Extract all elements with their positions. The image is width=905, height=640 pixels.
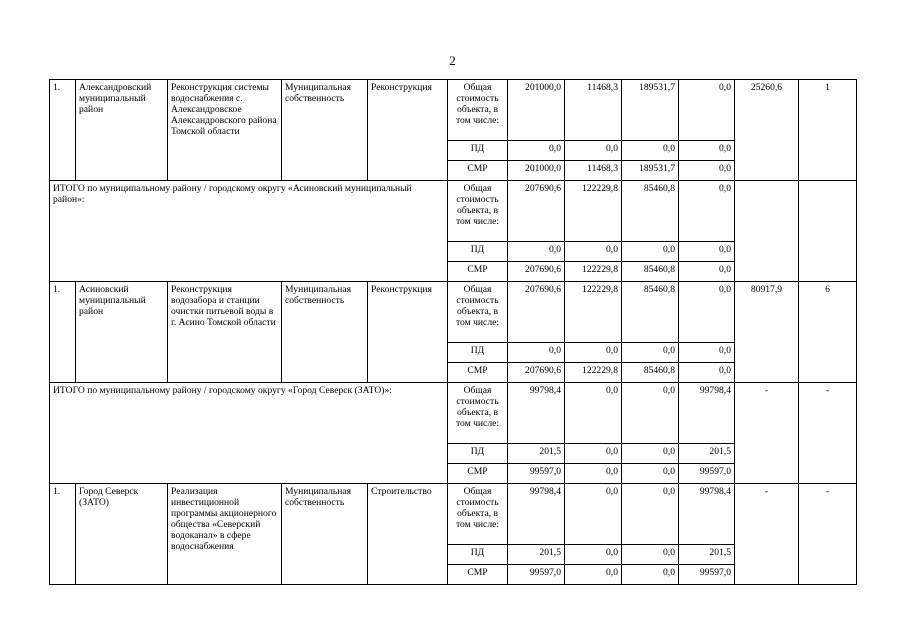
value-cell: 0,0 (622, 444, 679, 464)
pd-label: ПД (448, 141, 508, 161)
value-cell: 0,0 (508, 242, 565, 262)
value-cell: 207690,6 (508, 181, 565, 242)
value-cell: 11468,3 (565, 161, 622, 181)
value-cell: 0,0 (679, 80, 735, 141)
value-cell: 99798,4 (679, 383, 735, 444)
value-cell: 207690,6 (508, 262, 565, 282)
value-cell: 201,5 (679, 545, 735, 565)
total-label: Общая стоимость объекта, в том числе: (448, 80, 508, 141)
value-cell: 85460,8 (622, 181, 679, 242)
table-row (50, 484, 857, 545)
value-cell: 0,0 (565, 444, 622, 464)
value-cell: 189531,7 (622, 80, 679, 141)
value-cell: 99597,0 (679, 464, 735, 484)
row-number: 1. (50, 282, 76, 383)
value-cell: 201,5 (508, 545, 565, 565)
extra-value-cell: 80917,9 (735, 282, 799, 383)
value-cell: 201,5 (508, 444, 565, 464)
municipality-cell: Александровский муниципальный район (76, 80, 168, 181)
value-cell: 0,0 (679, 262, 735, 282)
extra-value-cell: - (735, 383, 799, 484)
pd-label: ПД (448, 242, 508, 262)
extra-count-cell: 1 (799, 80, 857, 181)
value-cell: 99597,0 (679, 565, 735, 585)
row-number: 1. (50, 484, 76, 585)
smr-label: СМР (448, 363, 508, 383)
total-label: Общая стоимость объекта, в том числе: (448, 383, 508, 444)
objects-table (49, 79, 857, 585)
row-number: 1. (50, 80, 76, 181)
work-type-cell: Реконструкция (368, 282, 448, 383)
value-cell: 0,0 (565, 343, 622, 363)
table-row (50, 282, 857, 343)
value-cell: 0,0 (565, 242, 622, 262)
ownership-cell: Муниципальная собственность (282, 282, 368, 383)
value-cell: 122229,8 (565, 363, 622, 383)
value-cell: 0,0 (622, 464, 679, 484)
pd-label: ПД (448, 343, 508, 363)
object-name-cell: Реализация инвестиционной программы акционерного общества «Северский водоканал» в сфере водоснабжения (168, 484, 282, 585)
value-cell: 201000,0 (508, 161, 565, 181)
extra-count-cell: - (799, 484, 857, 585)
pd-label: ПД (448, 444, 508, 464)
total-label: Общая стоимость объекта, в том числе: (448, 282, 508, 343)
value-cell: 0,0 (679, 181, 735, 242)
value-cell: 0,0 (622, 383, 679, 444)
value-cell: 99597,0 (508, 464, 565, 484)
page-number: 2 (449, 53, 456, 68)
value-cell: 0,0 (679, 242, 735, 262)
value-cell: 99798,4 (508, 484, 565, 545)
itog-title: ИТОГО по муниципальному району / городскому округу «Город Северск (ЗАТО)»: (50, 383, 448, 484)
smr-label: СМР (448, 565, 508, 585)
pd-label: ПД (448, 545, 508, 565)
value-cell: 99798,4 (508, 383, 565, 444)
ownership-cell: Муниципальная собственность (282, 484, 368, 585)
extra-value-cell (735, 181, 799, 282)
value-cell: 0,0 (565, 383, 622, 444)
value-cell: 0,0 (622, 565, 679, 585)
extra-value-cell: - (735, 484, 799, 585)
table-row (50, 383, 857, 444)
value-cell: 122229,8 (565, 181, 622, 242)
value-cell: 0,0 (508, 141, 565, 161)
value-cell: 0,0 (679, 363, 735, 383)
value-cell: 0,0 (622, 343, 679, 363)
value-cell: 0,0 (565, 464, 622, 484)
ownership-cell: Муниципальная собственность (282, 80, 368, 181)
value-cell: 0,0 (622, 545, 679, 565)
total-label: Общая стоимость объекта, в том числе: (448, 484, 508, 545)
smr-label: СМР (448, 161, 508, 181)
value-cell: 0,0 (679, 282, 735, 343)
extra-count-cell (799, 181, 857, 282)
work-type-cell: Строительство (368, 484, 448, 585)
value-cell: 0,0 (622, 484, 679, 545)
value-cell: 0,0 (565, 545, 622, 565)
value-cell: 0,0 (565, 484, 622, 545)
value-cell: 0,0 (622, 242, 679, 262)
smr-label: СМР (448, 262, 508, 282)
value-cell: 0,0 (622, 141, 679, 161)
value-cell: 207690,6 (508, 282, 565, 343)
smr-label: СМР (448, 464, 508, 484)
object-name-cell: Реконструкция водозабора и станции очистки питьевой воды в г. Асино Томской области (168, 282, 282, 383)
value-cell: 122229,8 (565, 262, 622, 282)
value-cell: 0,0 (508, 343, 565, 363)
work-type-cell: Реконструкция (368, 80, 448, 181)
table-row (50, 181, 857, 242)
table-row (50, 80, 857, 141)
value-cell: 0,0 (679, 343, 735, 363)
value-cell: 201,5 (679, 444, 735, 464)
value-cell: 122229,8 (565, 282, 622, 343)
value-cell: 85460,8 (622, 282, 679, 343)
value-cell: 0,0 (565, 565, 622, 585)
value-cell: 0,0 (565, 141, 622, 161)
extra-count-cell: 6 (799, 282, 857, 383)
value-cell: 207690,6 (508, 363, 565, 383)
value-cell: 85460,8 (622, 262, 679, 282)
extra-count-cell: - (799, 383, 857, 484)
value-cell: 99597,0 (508, 565, 565, 585)
value-cell: 0,0 (679, 161, 735, 181)
extra-value-cell: 25260,6 (735, 80, 799, 181)
itog-title: ИТОГО по муниципальному району / городскому округу «Асиновский муниципальный район»: (50, 181, 448, 282)
municipality-cell: Город Северск (ЗАТО) (76, 484, 168, 585)
object-name-cell: Реконструкция системы водоснабжения с. Александровское Александровского района Томской области (168, 80, 282, 181)
value-cell: 85460,8 (622, 363, 679, 383)
value-cell: 11468,3 (565, 80, 622, 141)
value-cell: 99798,4 (679, 484, 735, 545)
value-cell: 0,0 (679, 141, 735, 161)
value-cell: 189531,7 (622, 161, 679, 181)
total-label: Общая стоимость объекта, в том числе: (448, 181, 508, 242)
municipality-cell: Асиновский муниципальный район (76, 282, 168, 383)
value-cell: 201000,0 (508, 80, 565, 141)
